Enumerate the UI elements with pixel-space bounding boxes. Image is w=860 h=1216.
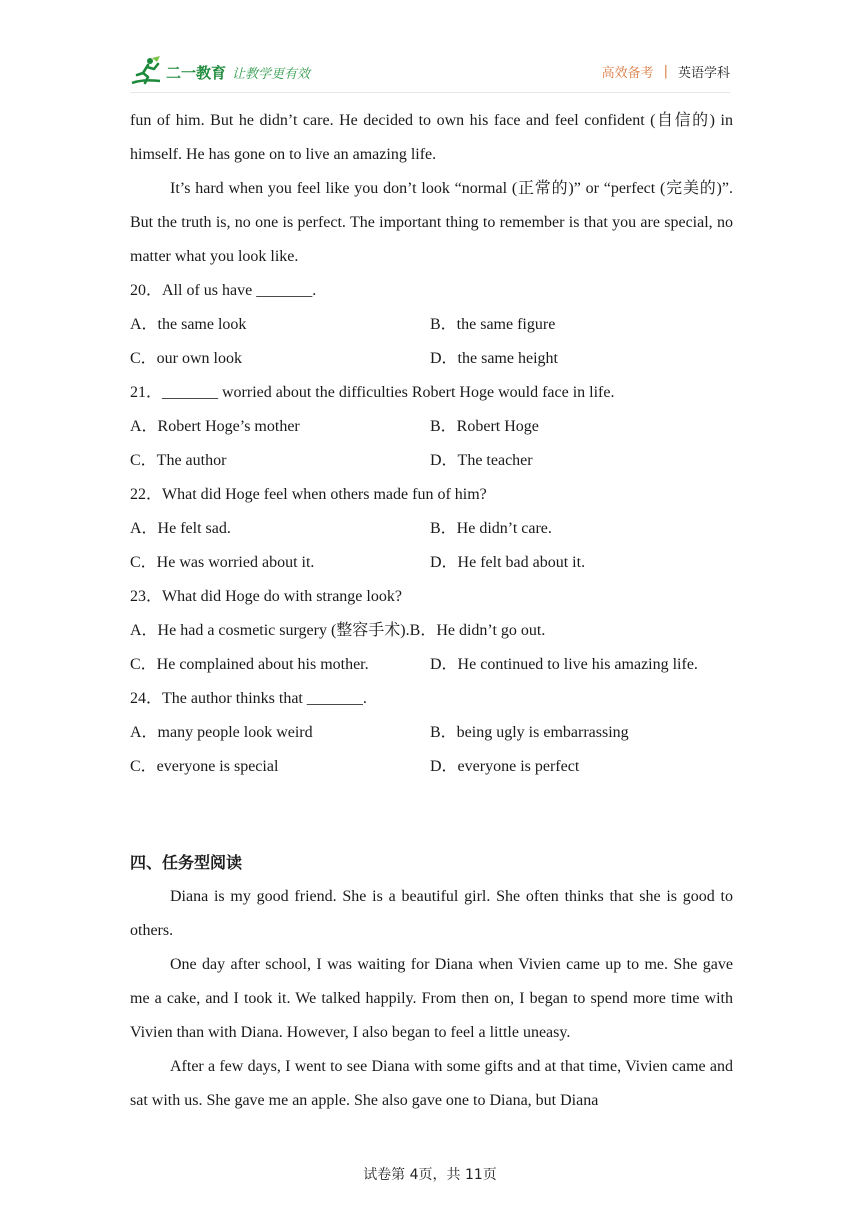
passage-paragraph: It’s hard when you feel like you don’t look “normal (正常的)” or “perfect (完美的)”. But the truth is, no one is perfect. The important thing to remember is that you are special, no matter what you look like. (130, 180, 733, 265)
header-tag-exam: 高效备考 (601, 66, 654, 81)
page-header (130, 52, 730, 92)
header-separator: | (663, 64, 668, 79)
header-tags (602, 62, 730, 81)
option-c: C．The author (130, 452, 227, 469)
reading-paragraph: Diana is my good friend. She is a beautiful girl. She often thinks that she is good to others. (130, 888, 733, 939)
header-tag-subject: 英语学科 (677, 66, 730, 81)
logo (130, 52, 310, 92)
option-d: D．He felt bad about it. (430, 554, 586, 571)
runner-logo-icon (130, 55, 164, 89)
section-title: 四、任务型阅读 (130, 853, 243, 872)
option-b: B．He didn’t care. (430, 520, 552, 537)
question-20 (130, 274, 733, 376)
option-d: D．The teacher (430, 452, 533, 469)
option-c: C．everyone is special (130, 758, 279, 775)
option-b: B．being ugly is embarrassing (430, 724, 629, 741)
reading-paragraph: After a few days, I went to see Diana with some gifts and at that time, Vivien came and sat with us. She gave me an apple. She also gave one to Diana, but Diana (130, 1058, 733, 1109)
page-content (130, 104, 733, 1118)
reading-paragraph: One day after school, I was waiting for Diana when Vivien came up to me. She gave me a cake, and I took it. We talked happily. From then on, I began to spend more time with Vivien than with Diana. However, I also began to feel a little uneasy. (130, 956, 733, 1041)
passage-paragraph: fun of him. But he didn’t care. He decided to own his face and feel confident (自信的) in himself. He has gone on to live an amazing life. (130, 112, 733, 163)
option-b: B．Robert Hoge (430, 418, 539, 435)
page-footer: 试卷第 4页，共 11页 (363, 1167, 497, 1183)
option-c: C．our own look (130, 350, 243, 367)
question-22 (130, 478, 733, 580)
question-stem: 23．What did Hoge do with strange look? (130, 588, 402, 605)
option-d: D．everyone is perfect (430, 758, 580, 775)
option-a: A．He felt sad. (130, 520, 231, 537)
option-b: B．He didn’t go out. (409, 622, 546, 639)
question-stem: 20．All of us have _______. (130, 282, 317, 299)
option-b: B．the same figure (430, 316, 556, 333)
option-d: D．the same height (430, 350, 558, 367)
option-a: A．He had a cosmetic surgery (整容手术). (130, 622, 410, 639)
option-a: A．the same look (130, 316, 247, 333)
logo-slogan: 让教学更有效 (232, 66, 311, 82)
option-c: C．He was worried about it. (130, 554, 315, 571)
header-divider (130, 92, 730, 93)
option-a: A．many people look weird (130, 724, 313, 741)
question-stem: 21．_______ worried about the difficulties Robert Hoge would face in life. (130, 384, 615, 401)
question-23 (130, 580, 733, 682)
question-stem: 22．What did Hoge feel when others made fun of him? (130, 486, 487, 503)
option-d: D．He continued to live his amazing life. (430, 656, 698, 673)
question-stem: 24．The author thinks that _______. (130, 690, 367, 707)
logo-text: 二一教育 (166, 63, 227, 82)
question-21 (130, 376, 733, 478)
option-c: C．He complained about his mother. (130, 656, 369, 673)
option-a: A．Robert Hoge’s mother (130, 418, 300, 435)
question-24 (130, 682, 733, 784)
